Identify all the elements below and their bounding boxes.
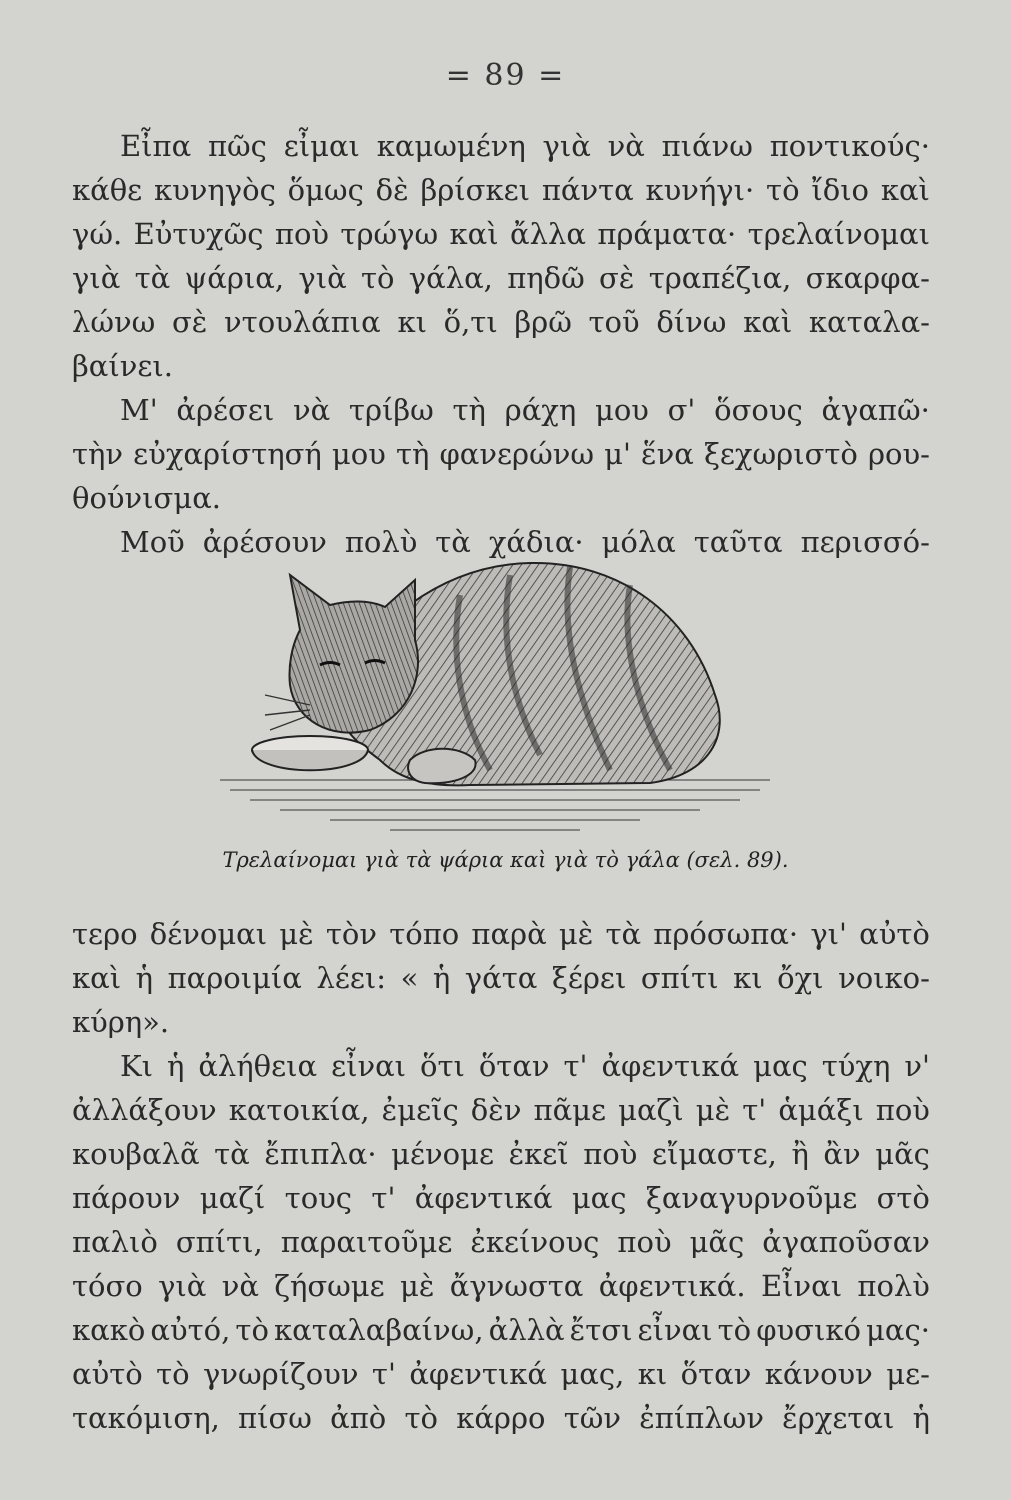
word: παροιμία — [167, 961, 302, 995]
word: σὲ — [599, 261, 635, 295]
word: καὶ — [743, 305, 793, 339]
word: Εἶπα — [120, 129, 192, 163]
text-line — [72, 1308, 930, 1352]
word: σ' — [667, 393, 696, 427]
word: πράματα· — [597, 217, 737, 251]
word: τραπέζια, — [648, 261, 792, 295]
word: μ' — [604, 437, 631, 471]
word: εἴμαστε, — [651, 1137, 777, 1171]
word: ποντικούς· — [769, 129, 930, 163]
word: γάτα — [464, 961, 538, 995]
word: ὅτι — [420, 1049, 465, 1083]
word: τ' — [563, 1049, 588, 1083]
word: πηδῶ — [507, 261, 585, 295]
top-text-block — [72, 124, 930, 564]
word: καὶ — [449, 217, 499, 251]
word: κάρρο — [456, 1401, 546, 1435]
word: παρὰ — [471, 917, 547, 951]
word: τους — [284, 1181, 353, 1215]
word: μένομε — [391, 1137, 494, 1171]
word: πῶς — [207, 129, 267, 163]
text-line — [72, 1220, 930, 1264]
word: ἐπίπλων — [639, 1401, 764, 1435]
word: νοικο- — [838, 961, 930, 995]
word: κυνηγὸς — [154, 173, 276, 207]
word: κάθε — [72, 173, 143, 207]
word: εἶναι — [637, 1313, 713, 1347]
word: τρελαίνομαι — [747, 217, 930, 251]
word: πιάνω — [661, 129, 753, 163]
word: Μ' — [120, 393, 158, 427]
word: ἀγαπῶ· — [821, 393, 930, 427]
text-line — [72, 388, 930, 432]
word: ἔπιπλα· — [264, 1137, 377, 1171]
word: τὸ — [717, 1313, 752, 1347]
word: ἄλλα — [510, 217, 586, 251]
word: πάντα — [541, 173, 634, 207]
word: βρῶ — [514, 305, 572, 339]
cat-drinking-milk-illustration — [210, 545, 780, 840]
word: πρόσωπα· — [653, 917, 799, 951]
text-line — [72, 1132, 930, 1176]
word: τρίβω — [348, 393, 434, 427]
word: πᾶμε — [533, 1093, 607, 1127]
word: ἐκεῖ — [508, 1137, 569, 1171]
word: ἀφεντικά — [601, 1049, 740, 1083]
word: τ' — [371, 1357, 396, 1391]
word: ξέρει — [551, 961, 627, 995]
word: γνωρίζουν — [203, 1357, 359, 1391]
text-line: βαίνει. — [72, 349, 173, 383]
word: κάνουν — [764, 1357, 873, 1391]
word: μὲ — [279, 917, 314, 951]
word: Εὐτυχῶς — [133, 217, 264, 251]
word: βρίσκει — [420, 173, 530, 207]
word: ἁμάξι — [778, 1093, 864, 1127]
word: τῶν — [563, 1401, 622, 1435]
word: δένομαι — [149, 917, 268, 951]
word: ψάρια, — [184, 261, 285, 295]
word: ἢ — [791, 1137, 809, 1171]
word: πολὺ — [857, 1269, 930, 1303]
word: ἀλλάξουν — [72, 1093, 217, 1127]
word: καταλα- — [808, 305, 930, 339]
word: ρου- — [867, 437, 930, 471]
illustration-caption: Τρελαίνομαι γιὰ τὰ ψάρια καὶ γιὰ τὸ γάλα (σελ. 89). — [222, 848, 789, 872]
word: πολὺ — [344, 525, 418, 559]
word: ἀφεντικά. — [598, 1269, 746, 1303]
word: τὰ — [435, 525, 471, 559]
word: Μοῦ — [120, 525, 185, 559]
word: ποὺ — [583, 1137, 638, 1171]
word: γώ. — [72, 217, 123, 251]
word: Κι — [120, 1049, 154, 1083]
word: πάρουν — [72, 1181, 181, 1215]
word: λέει: — [316, 961, 387, 995]
text-line: θούνισμα. — [72, 481, 221, 515]
word: στὸ — [876, 1181, 930, 1215]
word: φυσικό — [756, 1313, 861, 1347]
text-line — [72, 212, 930, 256]
word: ντουλάπια — [224, 305, 381, 339]
text-line — [72, 256, 930, 300]
word: τρώγω — [340, 217, 439, 251]
word: λώνω — [72, 305, 156, 339]
word: τὴν — [72, 437, 124, 471]
word: ὅταν — [680, 1357, 752, 1391]
word: ἀγαποῦσαν — [762, 1225, 930, 1259]
word: ἀρέσουν — [202, 525, 327, 559]
word: ποὺ — [274, 217, 330, 251]
word: μαζί — [199, 1181, 266, 1215]
word: καὶ — [72, 961, 122, 995]
word: μαζὶ — [618, 1093, 684, 1127]
word: ἔρχεται — [782, 1401, 895, 1435]
word: μας, — [560, 1357, 625, 1391]
text-line — [72, 1352, 930, 1396]
word: γιὰ — [72, 261, 121, 295]
word: ἄγνωστα — [449, 1269, 584, 1303]
text-line — [72, 432, 930, 476]
text-line — [72, 956, 930, 1000]
word: τὰ — [214, 1137, 250, 1171]
word: ράχη — [504, 393, 577, 427]
word: μᾶς — [689, 1225, 745, 1259]
word: ὄχι — [777, 961, 824, 995]
word: ἀρέσει — [176, 393, 275, 427]
word: κακὸ — [72, 1313, 146, 1347]
word: πίσω — [238, 1401, 312, 1435]
word: καὶ — [880, 173, 930, 207]
word: γιὰ — [298, 261, 347, 295]
word: ἀλλὰ — [488, 1313, 565, 1347]
text-line — [72, 1396, 930, 1440]
word: τ' — [742, 1093, 767, 1127]
word: ξαναγυρνοῦμε — [645, 1181, 858, 1215]
text-line — [72, 300, 930, 344]
word: κι — [637, 1357, 668, 1391]
word: μας· — [866, 1313, 930, 1347]
word: γιὰ — [542, 129, 591, 163]
text-line — [72, 1176, 930, 1220]
word: μὲ — [558, 917, 594, 951]
word: μᾶς — [875, 1137, 930, 1171]
text-line: κύρη». — [72, 1005, 170, 1039]
word: τὸν — [325, 917, 378, 951]
word: κυνήγι· — [645, 173, 755, 207]
word: γιὰ — [158, 1269, 207, 1303]
text-line — [72, 124, 930, 168]
word: μόλα — [601, 525, 676, 559]
word: σπίτι — [640, 961, 719, 995]
word: δίνω — [656, 305, 727, 339]
milk-bowl-base — [252, 750, 368, 770]
word: ἀφεντικά — [414, 1181, 553, 1215]
word: νὰ — [221, 1269, 259, 1303]
word: μας — [753, 1049, 808, 1083]
word: ἔτσι — [569, 1313, 633, 1347]
word: ὅ,τι — [443, 305, 498, 339]
word: τόσο — [72, 1269, 143, 1303]
cat-head — [289, 575, 418, 733]
word: ἀλήθεια — [198, 1049, 318, 1083]
word: χάδια· — [488, 525, 584, 559]
word: με- — [886, 1357, 930, 1391]
word: τὸ — [156, 1357, 190, 1391]
word: ἴδιο — [811, 173, 870, 207]
word: τὴ — [452, 393, 486, 427]
word: μου — [331, 437, 386, 471]
word: σπίτι, — [175, 1225, 263, 1259]
word: εὐχαρίστησή — [133, 437, 322, 471]
word: μου — [594, 393, 649, 427]
word: τὰ — [134, 261, 171, 295]
word: τὸ — [235, 1313, 269, 1347]
word: ὅσους — [714, 393, 803, 427]
word: μὲ — [695, 1093, 731, 1127]
word: τὸ — [766, 173, 800, 207]
word: ἡ — [135, 961, 154, 995]
word: σκαρφα- — [805, 261, 930, 295]
word: αὐτὸ — [72, 1357, 143, 1391]
word: μὲ — [400, 1269, 435, 1303]
word: καταλαβαίνω, — [274, 1313, 484, 1347]
word: παραιτοῦμε — [280, 1225, 453, 1259]
word: σὲ — [171, 305, 208, 339]
word: δὲ — [375, 173, 409, 207]
word: παλιὸ — [72, 1225, 158, 1259]
word: ἀπὸ — [330, 1401, 387, 1435]
word: γάλα, — [408, 261, 493, 295]
word: κι — [397, 305, 427, 339]
word: εἶμαι — [283, 129, 360, 163]
word: εἶναι — [331, 1049, 407, 1083]
word: ποὺ — [617, 1225, 672, 1259]
ground-shadow — [220, 780, 770, 830]
text-line — [72, 912, 930, 956]
word: ὅταν — [478, 1049, 550, 1083]
page-number: = 89 = — [445, 58, 566, 93]
word: ἂν — [823, 1137, 861, 1171]
word: αὐτὸ — [859, 917, 930, 951]
text-line — [72, 1088, 930, 1132]
word: ἕνα — [641, 437, 694, 471]
word: τὸ — [404, 1401, 438, 1435]
word: μας — [571, 1181, 627, 1215]
word: τὴ — [395, 437, 430, 471]
word: κι — [733, 961, 763, 995]
bottom-text-block — [72, 912, 930, 1440]
text-line — [72, 1044, 930, 1088]
word: τύχη — [821, 1049, 891, 1083]
word: αὐτό, — [150, 1313, 231, 1347]
word: περισσό- — [800, 525, 930, 559]
word: ἡ — [167, 1049, 185, 1083]
word: τόπο — [389, 917, 460, 951]
word: νὰ — [292, 393, 331, 427]
word: ἐκείνους — [470, 1225, 600, 1259]
word: Εἶναι — [760, 1269, 843, 1303]
word: ταῦτα — [693, 525, 783, 559]
word: δὲν — [470, 1093, 522, 1127]
word: νὰ — [607, 129, 645, 163]
word: καμωμένη — [376, 129, 526, 163]
word: τ' — [371, 1181, 396, 1215]
text-line — [72, 168, 930, 212]
word: τὸ — [360, 261, 395, 295]
word: τακόμιση, — [72, 1401, 220, 1435]
word: ἀφεντικά — [409, 1357, 548, 1391]
word: τοῦ — [588, 305, 640, 339]
word: γι' — [810, 917, 847, 951]
word: φανερώνω — [439, 437, 594, 471]
word: ἐμεῖς — [381, 1093, 459, 1127]
word: κατοικία, — [228, 1093, 370, 1127]
word: τερο — [72, 917, 138, 951]
word: ξεχωριστὸ — [703, 437, 858, 471]
word: κουβαλᾶ — [72, 1137, 200, 1171]
word: τὰ — [605, 917, 642, 951]
word: ζήσωμε — [274, 1269, 385, 1303]
word: ὅμως — [287, 173, 364, 207]
word: ἡ — [432, 961, 451, 995]
text-line — [72, 1264, 930, 1308]
word: ποὺ — [875, 1093, 930, 1127]
word: ν' — [904, 1049, 930, 1083]
word: ἡ — [912, 1401, 930, 1435]
word: « — [400, 961, 419, 995]
